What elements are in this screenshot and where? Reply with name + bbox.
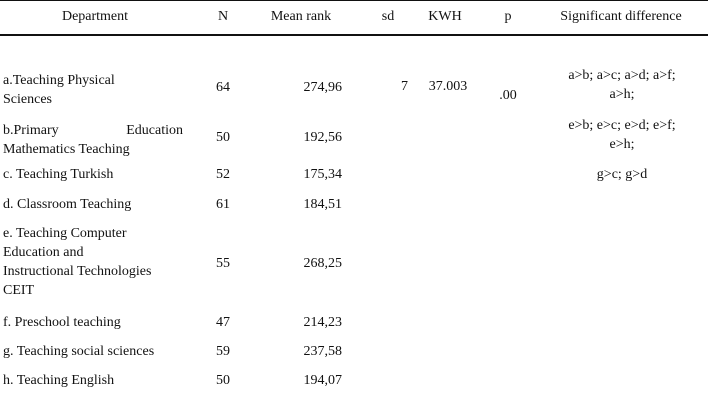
header-p: p [504,9,512,24]
dept-line: a.Teaching Physical [3,73,115,88]
table-row-h-department: h. Teaching English [3,373,115,388]
table-row-b-mean-rank: 192,56 [303,130,342,145]
table-row-g-n: 59 [216,344,230,359]
table-row-e-mean-rank: 268,25 [303,256,342,271]
header-significant-difference: Significant difference [560,9,682,24]
sig-line: e>h; [609,137,635,152]
table-row-f-n: 47 [216,315,230,330]
header-n: N [217,9,229,24]
table-row-c-mean-rank: 175,34 [303,167,342,182]
dept-line: e. Teaching Computer [3,226,127,241]
table-row-b-department [3,121,183,159]
dept-line: Mathematics Teaching [3,142,130,157]
table-row-d-n: 61 [216,197,230,212]
table-row-c-department: c. Teaching Turkish [3,167,114,182]
table-row-f-mean-rank: 214,23 [303,315,342,330]
dept-line: Education and [3,245,84,260]
table-row-d-mean-rank: 184,51 [303,197,342,212]
header-sd: sd [381,9,395,24]
dept-line: Instructional Technologies [3,264,152,279]
table-top-rule [0,0,708,1]
p-value: .00 [499,88,517,103]
table-row-e-department [3,224,183,300]
table-row-c-significant: g>c; g>d [596,167,648,182]
header-rule [0,34,708,36]
sd-value: 7 [401,79,408,94]
sig-line: e>b; e>c; e>d; e>f; [568,118,676,133]
dept-word: Education [126,123,183,138]
table-row-b-significant [548,116,696,154]
table-row-h-mean-rank: 194,07 [303,373,342,388]
dept-word: b.Primary [3,123,59,138]
table-row-h-n: 50 [216,373,230,388]
table-row-a-n: 64 [216,80,230,95]
table-row-d-department: d. Classroom Teaching [3,197,132,212]
table-row-a-mean-rank: 274,96 [303,80,342,95]
table-row-e-n: 55 [216,256,230,271]
table-row-b-n: 50 [216,130,230,145]
header-department: Department [61,9,129,24]
dept-line: Sciences [3,92,52,107]
table-row-g-department: g. Teaching social sciences [3,344,155,359]
header-kwh: KWH [428,9,462,24]
sig-line: a>b; a>c; a>d; a>f; [568,68,676,83]
table-row-a-significant [548,66,696,104]
sig-line: a>h; [609,87,635,102]
header-mean-rank: Mean rank [270,9,332,24]
table-row-f-department: f. Preschool teaching [3,315,121,330]
table-row-c-n: 52 [216,167,230,182]
table-row-g-mean-rank: 237,58 [303,344,342,359]
table-row-a-department [3,71,183,109]
kwh-value: 37.003 [428,79,468,94]
dept-line [3,121,183,140]
dept-line: CEIT [3,283,35,298]
